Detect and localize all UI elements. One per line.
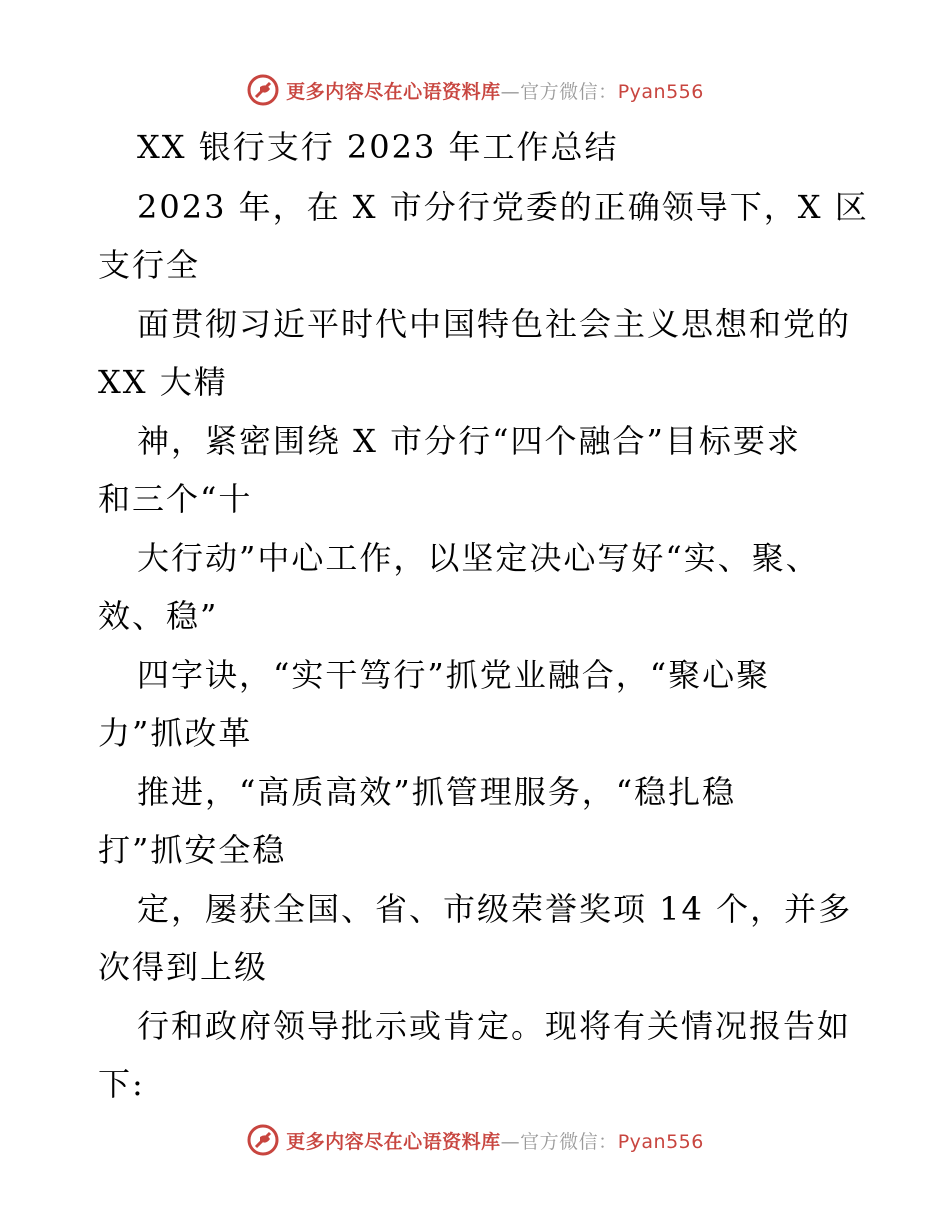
document-title: XX 银行支行 2023 年工作总结 [137,128,619,166]
watermark-official-text: 官方微信： [520,1130,618,1153]
seal-logo-icon [246,1123,280,1157]
watermark-dash: — [500,1130,521,1153]
paragraph-line: 四字诀，“实干笃行”抓党业融合，“聚心聚 [137,656,771,694]
paragraph-line: 神，紧密围绕 X 市分行“四个融合”目标要求 [137,422,801,460]
watermark-official-text: 官方微信： [520,80,618,103]
watermark-wechat-id: Pyan556 [617,80,704,103]
paragraph-line: 力”抓改革 [98,714,253,752]
paragraph-line: 大行动”中心工作，以坚定决心写好“实、聚、 [137,539,820,577]
watermark-wechat-id: Pyan556 [617,1130,704,1153]
paragraph-line: 打”抓安全稳 [98,831,287,869]
paragraph-line: 和三个“十 [98,480,253,518]
paragraph-line: 支行全 [98,246,201,284]
watermark-text [286,1127,704,1154]
watermark-site-text: 更多内容尽在心语资料库 [286,1130,501,1153]
watermark-dash: — [500,80,521,103]
paragraph-line: 定，屡获全国、省、市级荣誉奖项 14 个，并多 [137,890,853,928]
paragraph-line: 行和政府领导批示或肯定。现将有关情况报告如 [137,1007,852,1045]
paragraph-line: 下: [98,1065,145,1103]
paragraph-line: 2023 年，在 X 市分行党委的正确领导下，X 区 [137,188,869,226]
watermark-banner-bottom [0,1120,950,1160]
paragraph-line: 推进，“高质高效”抓管理服务，“稳扎稳 [137,773,737,811]
paragraph-line: 效、稳” [98,597,219,635]
paragraph-line: 次得到上级 [98,948,269,986]
paragraph-line: 面贯彻习近平时代中国特色社会主义思想和党的 [137,305,852,343]
watermark-site-text: 更多内容尽在心语资料库 [286,80,501,103]
paragraph-line: XX 大精 [98,363,228,401]
